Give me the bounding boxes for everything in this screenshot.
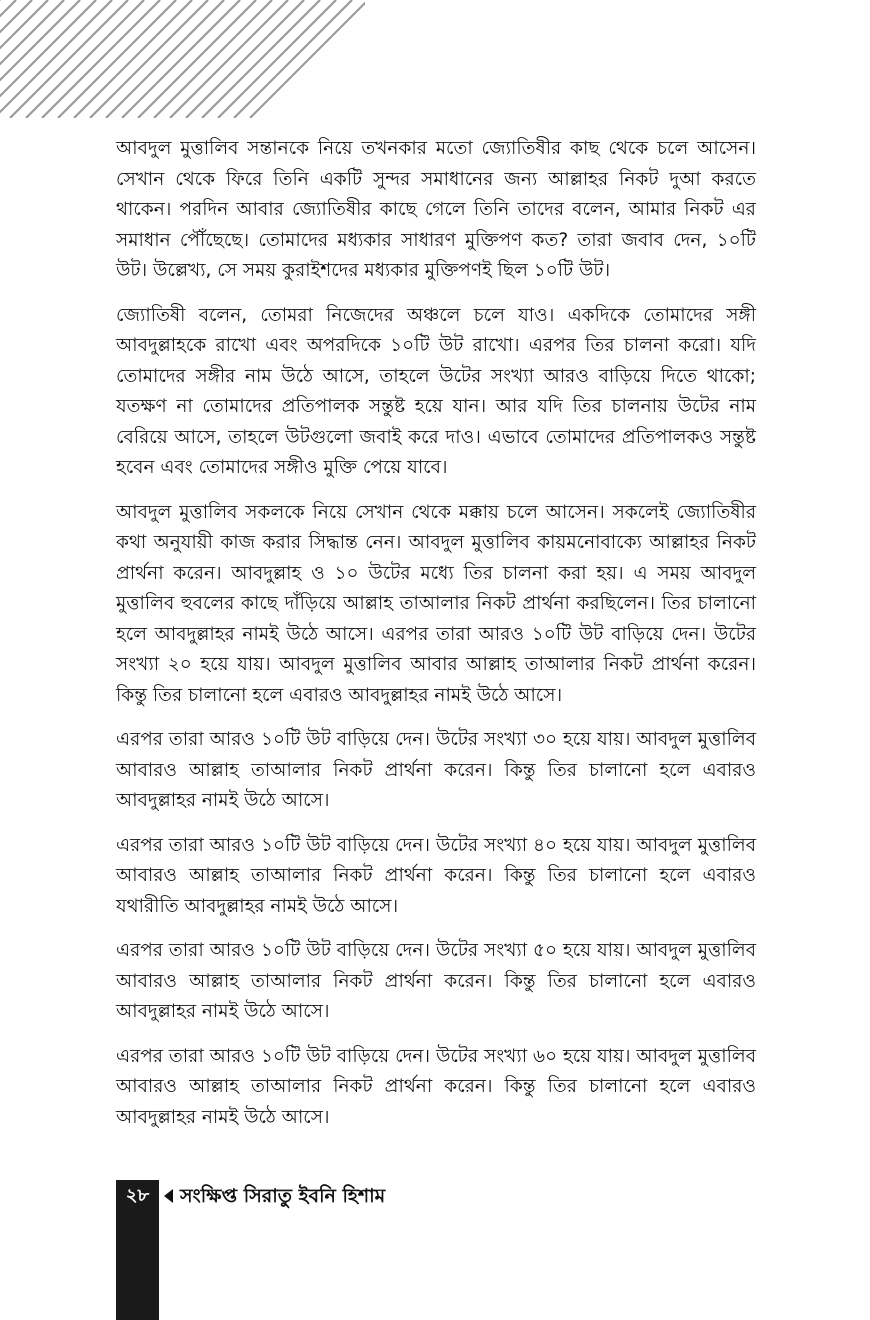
paragraph-5: এরপর তারা আরও ১০টি উট বাড়িয়ে দেন। উটের সংখ্যা ৪০ হয়ে যায়। আবদুল মুত্তালিব আবারও আল্লাহ তাআলার নিকট প্রার্থনা করেন। কিন্তু তির চালানো হলে এবারও যথারীতি আবদুল্লাহর নামই উঠে আসে। (116, 834, 756, 917)
paragraph-1: আবদুল মুত্তালিব সন্তানকে নিয়ে তখনকার মতো জ্যোতিষীর কাছ থেকে চলে আসেন। সেখান থেকে ফিরে তিনি একটি সুন্দর সমাধানের জন্য আল্লাহর নিকট দুআ করতে থাকেন। পরদিন আবার জ্যোতিষীর কাছে গেলে তিনি তাদের বলেন, আমার নিকট এর সমাধান পৌঁছেছে। তোমাদের মধ্যকার সাধারণ মুক্তিপণ কত? তারা জবাব দেন, ১০টি উট। উল্লেখ্য, সে সময় কুরাইশদের মধ্যকার মুক্তিপণই ছিল ১০টি উট। (116, 138, 756, 281)
decorative-hatch (0, 0, 365, 118)
hatch-pattern-graphic (0, 0, 365, 118)
running-footer-title: সংক্ষিপ্ত সিরাতু ইবনি হিশাম (180, 1185, 386, 1207)
paragraph-2: জ্যোতিষী বলেন, তোমরা নিজেদের অঞ্চলে চলে যাও। একদিকে তোমাদের সঙ্গী আবদুল্লাহকে রাখো এবং অপরদিকে ১০টি উট রাখো। এরপর তির চালনা করো। যদি তোমাদের সঙ্গীর নাম উঠে আসে, তাহলে উটের সংখ্যা আরও বাড়িয়ে দিতে থাকো; যতক্ষণ না তোমাদের প্রতিপালক সন্তুষ্ট হয়ে যান। আর যদি তির চালনায় উটের নাম বেরিয়ে আসে, তাহলে উটগুলো জবাই করে দাও। এভাবে তোমাদের প্রতিপালকও সন্তুষ্ট হবেন এবং তোমাদের সঙ্গীও মুক্তি পেয়ে যাবে। (116, 304, 756, 478)
paragraph-7: এরপর তারা আরও ১০টি উট বাড়িয়ে দেন। উটের সংখ্যা ৬০ হয়ে যায়। আবদুল মুত্তালিব আবারও আল্লাহ তাআলার নিকট প্রার্থনা করেন। কিন্তু তির চালানো হলে এবারও আবদুল্লাহর নামই উঠে আসে। (116, 1045, 756, 1128)
paragraph-4: এরপর তারা আরও ১০টি উট বাড়িয়ে দেন। উটের সংখ্যা ৩০ হয়ে যায়। আবদুল মুত্তালিব আবারও আল্লাহ তাআলার নিকট প্রার্থনা করেন। কিন্তু তির চালানো হলে এবারও আবদুল্লাহর নামই উঠে আসে। (116, 729, 756, 811)
page-number: ২৮ (125, 1185, 150, 1206)
paragraph-3: আবদুল মুত্তালিব সকলকে নিয়ে সেখান থেকে মক্কায় চলে আসেন। সকলেই জ্যোতিষীর কথা অনুযায়ী কাজ করার সিদ্ধান্ত নেন। আবদুল মুত্তালিব কায়মনোবাক্যে আল্লাহর নিকট প্রার্থনা করেন। আবদুল্লাহ ও ১০ উটের মধ্যে তির চালনা করা হয়। এ সময় আবদুল মুত্তালিব হুবলের কাছে দাঁড়িয়ে আল্লাহ তাআলার নিকট প্রার্থনা করছিলেন। তির চালানো হলে আবদুল্লাহর নামই উঠে আসে। এরপর তারা আরও ১০টি উট বাড়িয়ে দেন। উটের সংখ্যা ২০ হয়ে যায়। আবদুল মুত্তালিব আবার আল্লাহ তাআলার নিকট প্রার্থনা করেন। কিন্তু তির চালানো হলে এবারও আবদুল্লাহর নামই উঠে আসে। (116, 501, 756, 706)
triangle-left-icon (164, 1189, 173, 1203)
paragraph-6: এরপর তারা আরও ১০টি উট বাড়িয়ে দেন। উটের সংখ্যা ৫০ হয়ে যায়। আবদুল মুত্তালিব আবারও আল্লাহ তাআলার নিকট প্রার্থনা করেন। কিন্তু তির চালানো হলে এবারও আবদুল্লাহর নামই উঠে আসে। (116, 940, 756, 1022)
page-body (116, 134, 756, 1147)
